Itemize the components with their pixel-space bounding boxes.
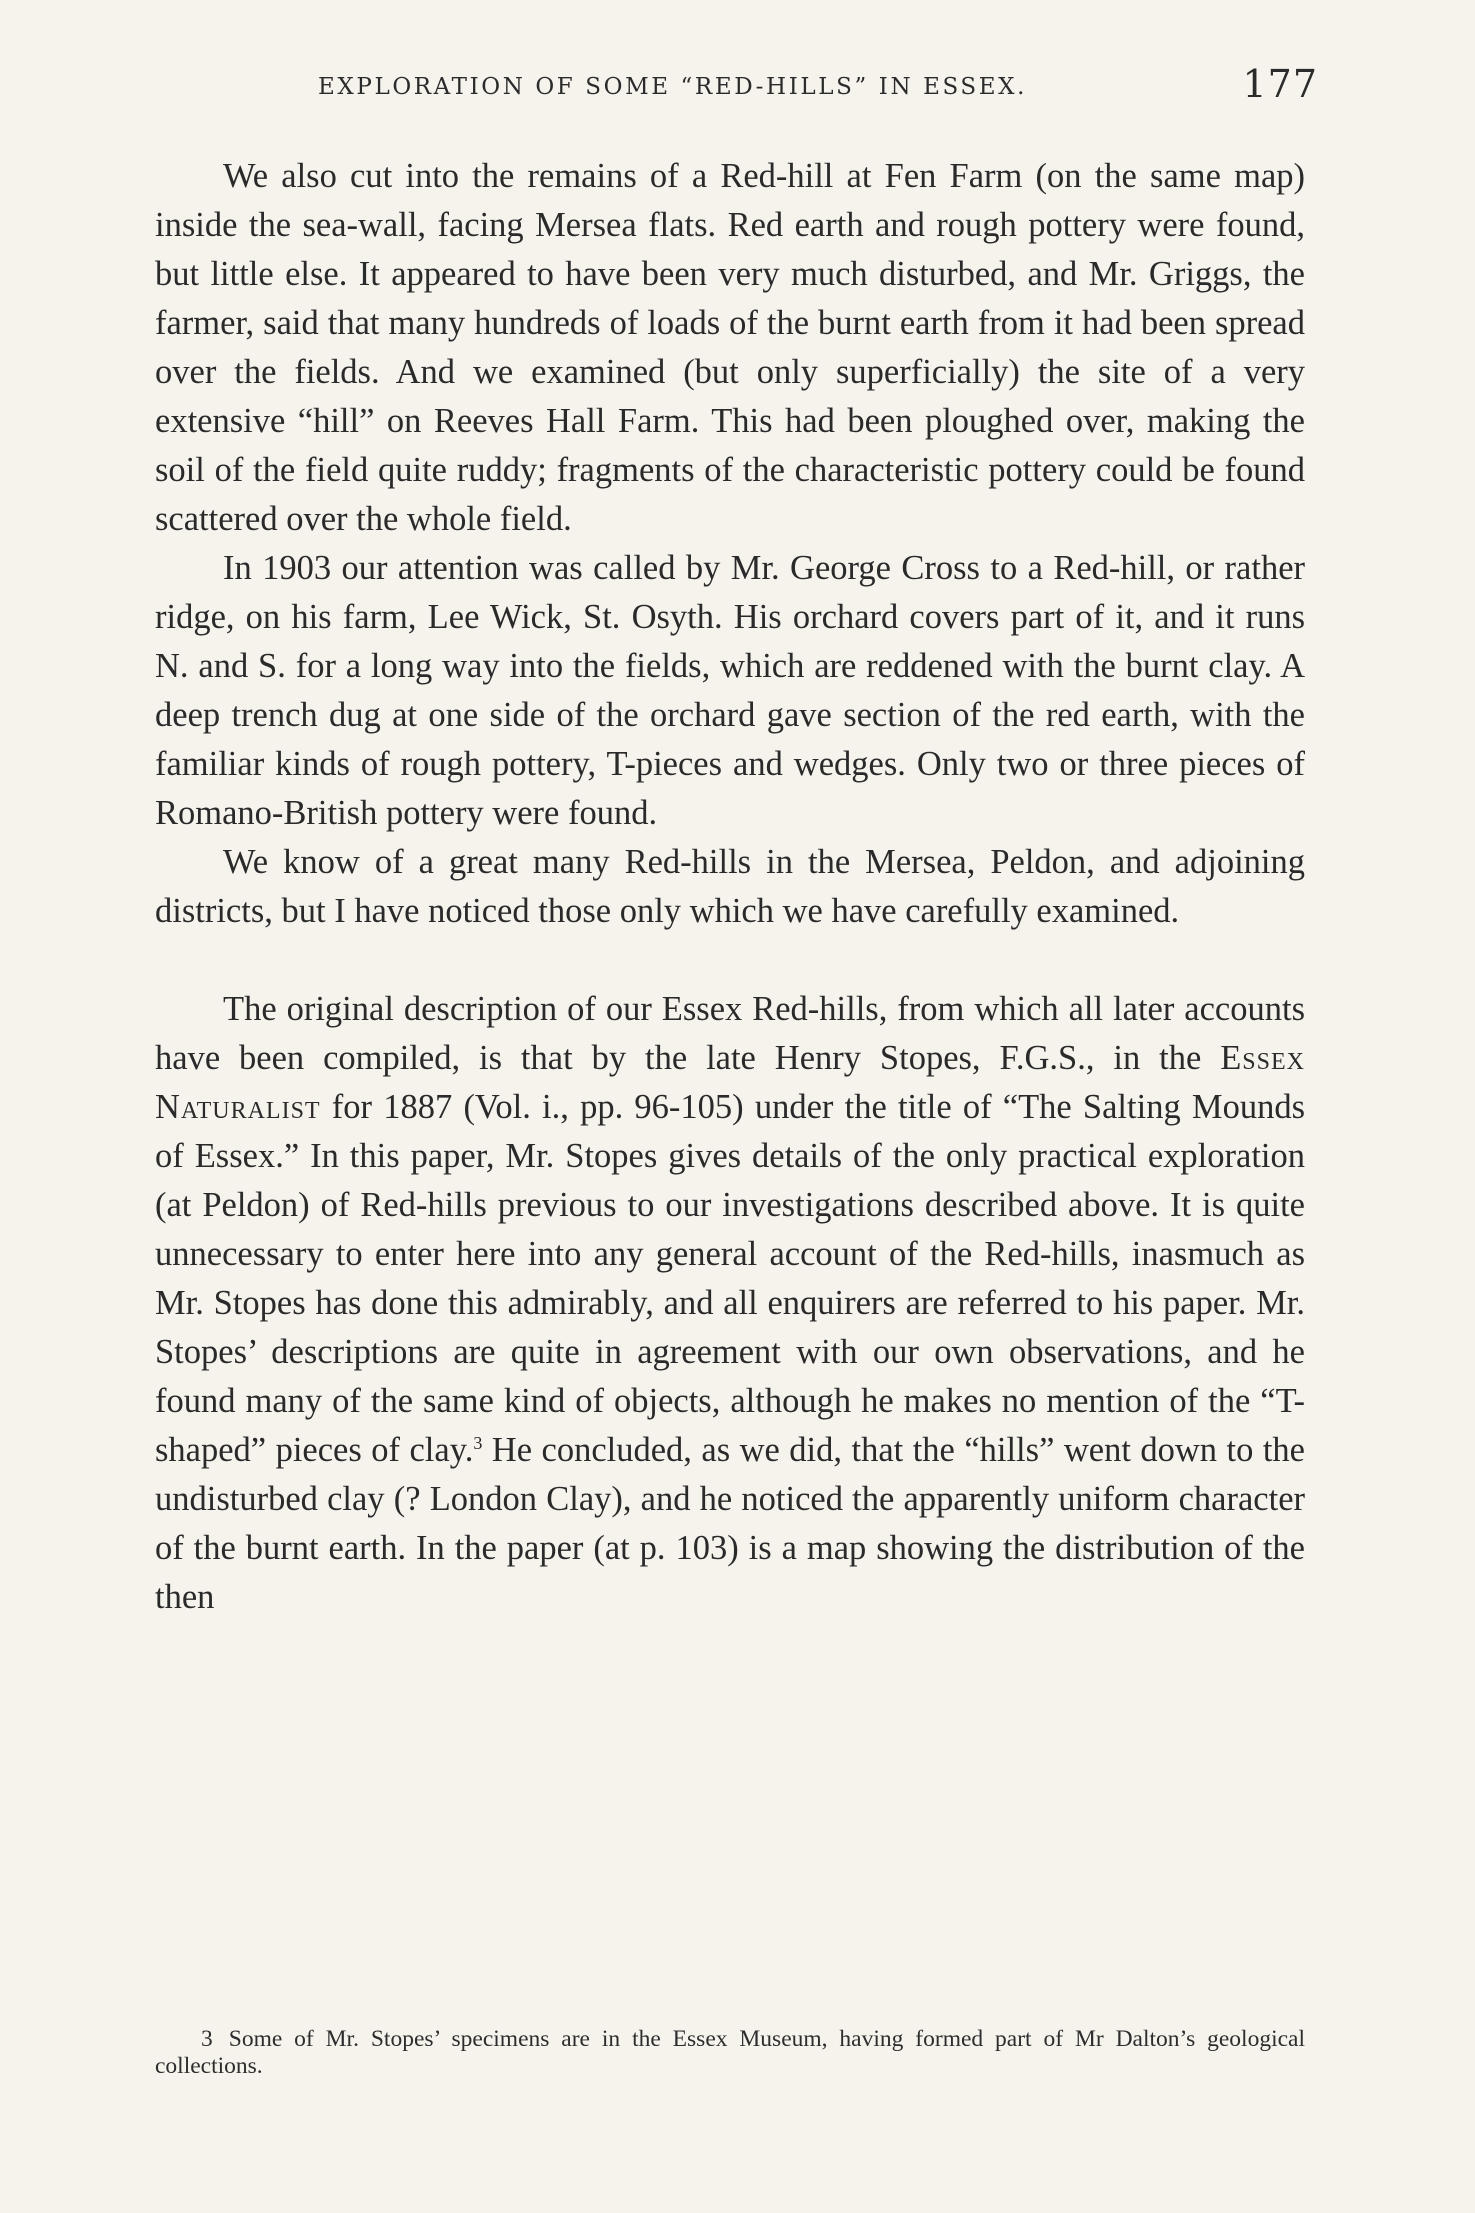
page-header [318, 62, 1318, 122]
paragraph-text: The original description of our Essex Red-hills, from which all later accounts have been compiled, is that by the late Henry Stopes, F.G.S., in the [155, 990, 1305, 1077]
body-text [155, 152, 1305, 1622]
footnote [155, 2026, 1305, 2080]
journal-title: Essex Naturalist [155, 1039, 1305, 1126]
paragraph: We know of a great many Red-hills in the Mersea, Peldon, and adjoining districts, but I have noticed those only which we have carefully examined. [155, 843, 1305, 930]
page-number: 177 [1242, 62, 1318, 106]
paragraph: We also cut into the remains of a Red-hill at Fen Farm (on the same map) inside the sea-wall, facing Mersea flats. Red earth and rough pottery were found, but little else. It appeared to have been very much disturbed, and Mr. Griggs, the farmer, said that many hundreds of loads of the burnt earth from it had been spread over the fields. And we examined (but only superficially) the site of a very extensive “hill” on Reeves Hall Farm. This had been ploughed over, making the soil of the field quite ruddy; fragments of the characteristic pottery could be found scattered over the whole field. [155, 157, 1305, 538]
paragraph [155, 985, 1305, 1622]
paragraph-text: for 1887 (Vol. i., pp. 96-105) under the title of “The Salting Mounds of Essex.” In this paper, Mr. Stopes gives details of the only practical exploration (at Peldon) of Red-hills previous to our investigations described above. It is quite unnecessary to enter here into any general account of the Red-hills, inasmuch as Mr. Stopes has done this admirably, and all enquirers are referred to his paper. Mr. Stopes’ descriptions are quite in agreement with our own observations, and he found many of the same kind of objects, although he makes no mention of the “T-shaped” pieces of clay. [155, 1088, 1305, 1469]
footnote-number: 3 [201, 2026, 213, 2052]
paragraph: In 1903 our attention was called by Mr. George Cross to a Red-hill, or rather ridge, on his farm, Lee Wick, St. Osyth. His orchard covers part of it, and it runs N. and S. for a long way into the fields, which are reddened with the burnt clay. A deep trench dug at one side of the orchard gave section of the red earth, with the familiar kinds of rough pottery, T-pieces and wedges. Only two or three pieces of Romano-British pottery were found. [155, 549, 1305, 832]
footnote-reference: 3 [473, 1433, 483, 1453]
running-title: EXPLORATION OF SOME “RED-HILLS” IN ESSEX. [318, 74, 1028, 100]
paragraph-text: He concluded, as we did, that the “hills” went down to the undisturbed clay (? London Clay), and he noticed the apparently uniform character of the burnt earth. In the paper (at p. 103) is a map showing the distribution of the then [155, 1431, 1305, 1616]
footnote-text: Some of Mr. Stopes’ specimens are in the Essex Museum, having formed part of Mr Dalton’s geological collections. [155, 2026, 1305, 2079]
